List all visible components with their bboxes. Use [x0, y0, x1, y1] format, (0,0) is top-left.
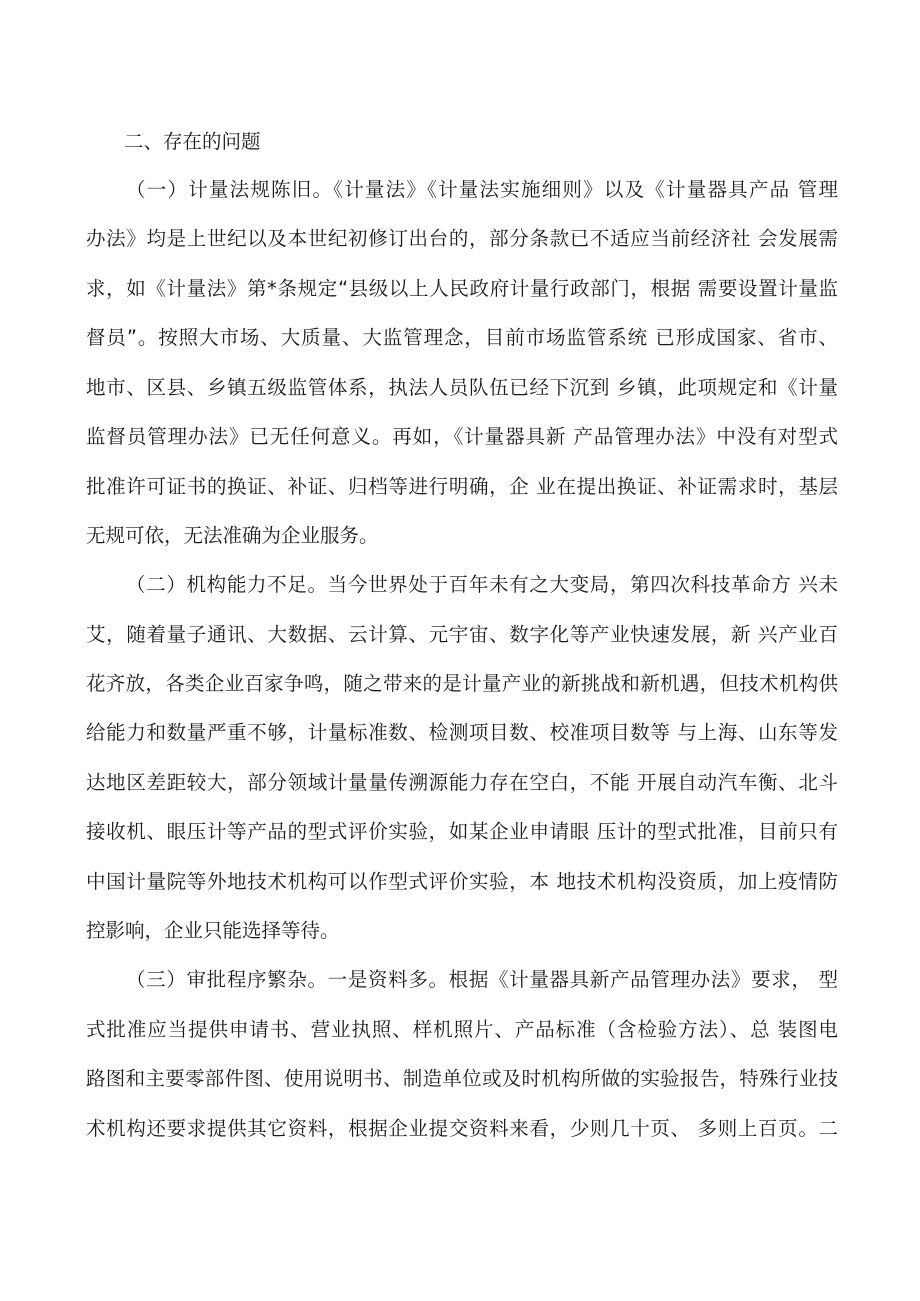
- paragraph-2-line-2: 艾，随着量子通讯、大数据、云计算、元宇宙、数字化等产业快速发展，新 兴产业百: [86, 623, 838, 646]
- paragraph-3-line-2: 式批准应当提供申请书、营业执照、样机照片、产品标准（含检验方法）、总 装图电: [86, 1018, 838, 1041]
- paragraph-1-line-1: （一）计量法规陈旧。《计量法》《计量法实施细则》以及《计量器具产品 管理: [126, 178, 838, 201]
- paragraph-1-line-4: 督员”。按照大市场、大质量、大监管理念，目前市场监管系统 已形成国家、省市、: [86, 326, 838, 349]
- paragraph-2-line-8: 控影响，企业只能选择等待。: [86, 919, 340, 942]
- paragraph-1-line-5: 地市、区县、乡镇五级监管体系，执法人员队伍已经下沉到 乡镇，此项规定和《计量: [86, 376, 838, 399]
- paragraph-3-line-4: 术机构还要求提供其它资料，根据企业提交资料来看，少则几十页、 多则上百页。二: [86, 1117, 838, 1140]
- paragraph-1-line-3: 求，如《计量法》第*条规定“县级以上人民政府计量行政部门，根据 需要设置计量监: [86, 277, 838, 300]
- paragraph-2-line-4: 给能力和数量严重不够，计量标准数、检测项目数、校准项目数等 与上海、山东等发: [86, 721, 838, 744]
- paragraph-1-line-6: 监督员管理办法》已无任何意义。再如，《计量器具新 产品管理办法》中没有对型式: [86, 425, 838, 448]
- paragraph-2-line-1: （二）机构能力不足。当今世界处于百年未有之大变局，第四次科技革命方 兴未: [126, 573, 838, 596]
- section-heading: 二、存在的问题: [124, 130, 261, 153]
- paragraph-3-line-1: （三）审批程序繁杂。一是资料多。根据《计量器具新产品管理办法》要求， 型: [126, 968, 838, 991]
- paragraph-1-line-8: 无规可依，无法准确为企业服务。: [86, 524, 379, 547]
- paragraph-3-line-3: 路图和主要零部件图、使用说明书、制造单位或及时机构所做的实验报告，特殊行业技: [86, 1067, 838, 1090]
- paragraph-2-line-6: 接收机、眼压计等产品的型式评价实验，如某企业申请眼 压计的型式批准，目前只有: [86, 820, 838, 843]
- paragraph-1-line-7: 批准许可证书的换证、补证、归档等进行明确，企 业在提出换证、补证需求时，基层: [86, 475, 838, 498]
- paragraph-2-line-7: 中国计量院等外地技术机构可以作型式评价实验，本 地技术机构没资质，加上疫情防: [86, 870, 838, 893]
- paragraph-2-line-3: 花齐放，各类企业百家争鸣，随之带来的是计量产业的新挑战和新机遇，但技术机构供: [86, 672, 838, 695]
- paragraph-1-line-2: 办法》均是上世纪以及本世纪初修订出台的，部分条款已不适应当前经济社 会发展需: [86, 227, 838, 250]
- paragraph-2-line-5: 达地区差距较大，部分领域计量量传溯源能力存在空白，不能 开展自动汽车衡、北斗: [86, 771, 838, 794]
